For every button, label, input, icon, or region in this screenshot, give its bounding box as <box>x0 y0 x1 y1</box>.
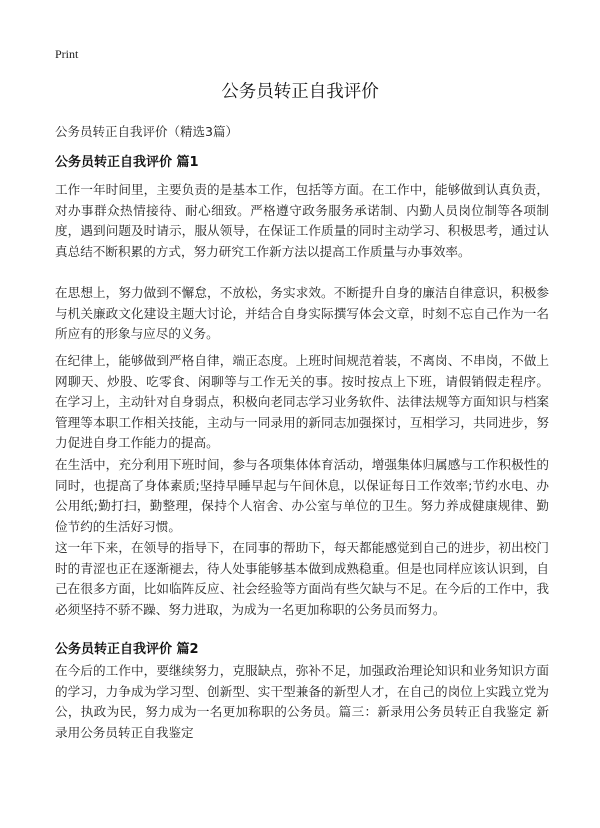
print-link[interactable]: Print <box>55 47 79 61</box>
paragraph: 在纪律上，能够做到严格自律，端正态度。上班时间规范着装，不离岗、不串岗，不做上网聊天、炒股、吃零食、闲聊等与工作无关的事。按时按点上下班，请假销假走程序。 在学习上，主动针对自身弱点，积极向老同志学习业务软件、法律法规等方面知识与档案管理等本职工作相关技能，主动与一同录用的新同志加强探讨，互相学习，共同进步，努力促进自身工作能力的提高。 <box>55 353 549 450</box>
paragraph: 这一年下来，在领导的指导下，在同事的帮助下，每天都能感觉到自己的进步，初出校门时的青涩也正在逐渐褪去，待人处事能够基本做到成熟稳重。但是也同样应该认识到，自己在很多方面，比如临阵反应、社会经验等方面尚有些欠缺与不足。在今后的工作中，我必须坚持不骄不躁、努力进取，为成为一名更加称职的公务员而努力。 <box>55 540 549 617</box>
paragraph: 工作一年时间里，主要负责的是基本工作，包括等方面。在工作中，能够做到认真负责，对办事群众热情接待、耐心细致。严格遵守政务服务承诺制、内勤人员岗位制等各项制度，遇到问题及时请示，服从领导，在保证工作质量的同时主动学习、积极思考，通过认真总结不断积累的方式，努力研究工作新方法以提高工作质量与办事效率。 <box>55 182 549 259</box>
document-subtitle: 公务员转正自我评价（精选3篇） <box>55 124 238 139</box>
paragraph: 在今后的工作中，要继续努力，克服缺点，弥补不足，加强政治理论知识和业务知识方面的学习，力争成为学习型、创新型、实干型兼备的新型人才，在自己的岗位上实践立党为公，执政为民，努力成为一名更加称职的公务员。篇三：新录用公务员转正自我鉴定 新录用公务员转正自我鉴定 <box>55 663 549 740</box>
section-heading-2: 公务员转正自我评价 篇2 <box>55 642 199 657</box>
page-title: 公务员转正自我评价 <box>221 82 379 102</box>
paragraph: 在生活中，充分利用下班时间，参与各项集体体育活动，增强集体归属感与工作积极性的同时，也提高了身体素质;坚持早睡早起与午间休息，以保证每日工作效率;节约水电、办公用纸;勤打扫，勤整理，保持个人宿舍、办公室与单位的卫生。努力养成健康规律、勤俭节约的生活好习惯。 <box>55 457 549 534</box>
section-heading-1: 公务员转正自我评价 篇1 <box>55 155 199 170</box>
paragraph: 在思想上，努力做到不懈怠，不放松，务实求效。不断提升自身的廉洁自律意识，积极参与机关廉政文化建设主题大讨论，并结合自身实际撰写体会文章，时刻不忘自己作为一名所应有的形象与应尽的义务。 <box>55 285 549 341</box>
